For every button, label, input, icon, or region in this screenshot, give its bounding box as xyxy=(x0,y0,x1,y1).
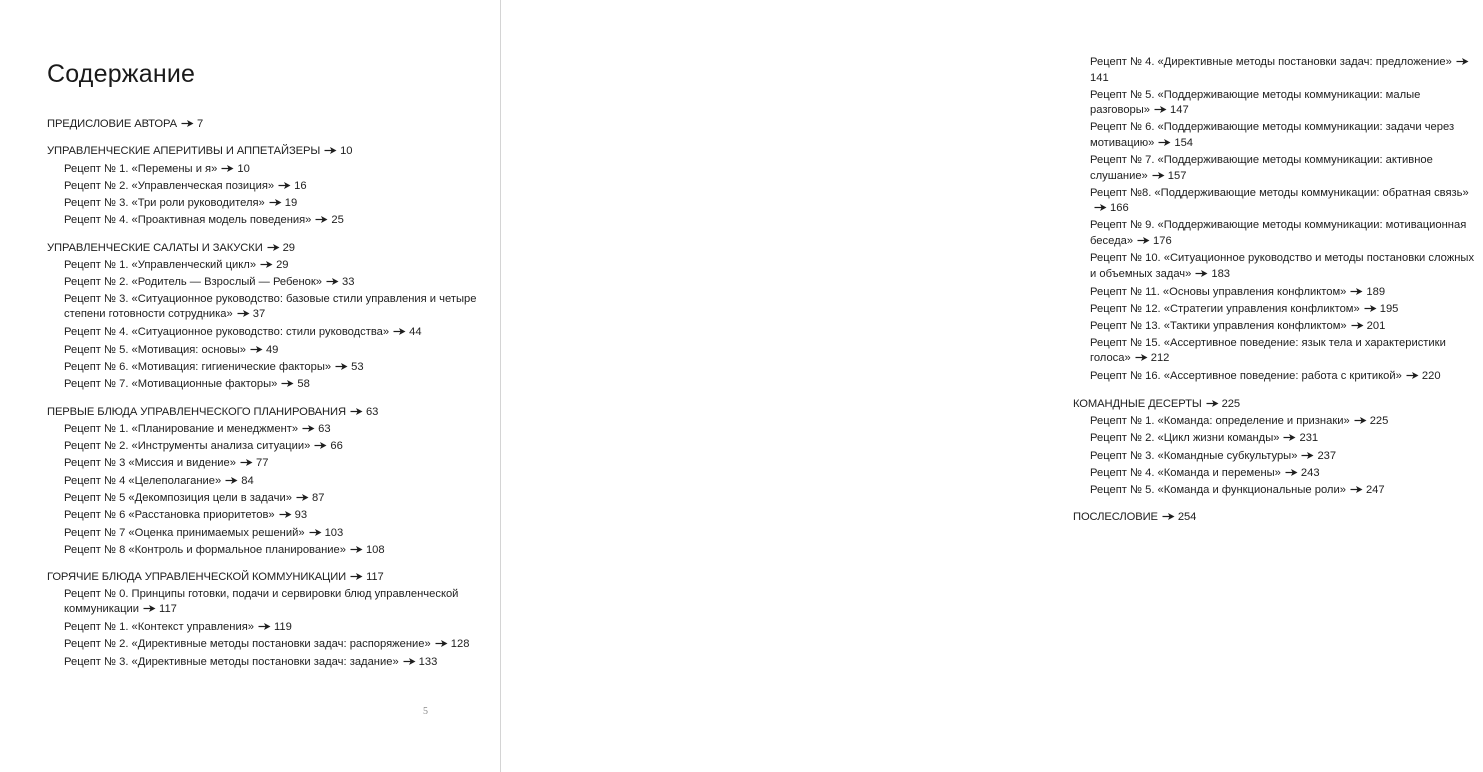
arrow-right-icon xyxy=(260,260,273,269)
toc-page-number: 243 xyxy=(1300,466,1320,479)
toc-section[interactable] xyxy=(47,143,477,160)
toc-page-number: 25 xyxy=(331,214,344,227)
toc-page-number: 87 xyxy=(311,492,325,505)
toc-entry-title: Рецепт № 16. «Ассертивное поведение: работа с критикой» xyxy=(1090,370,1402,383)
toc-page-number: 154 xyxy=(1174,136,1194,149)
arrow-right-icon xyxy=(269,198,282,207)
toc-entry[interactable] xyxy=(1073,153,1483,184)
arrow-right-icon xyxy=(435,639,448,648)
toc-entry-title: Рецепт № 3. «Три роли руководителя» xyxy=(64,197,265,210)
toc-entry[interactable] xyxy=(47,542,477,559)
arrow-right-icon xyxy=(1456,57,1469,66)
toc-page-number: 147 xyxy=(1170,104,1189,117)
toc-entry-title: Рецепт № 5. «Поддерживающие методы коммуникации: малые разговоры» xyxy=(1090,88,1421,117)
arrow-right-icon xyxy=(1301,451,1314,460)
toc-entry-title: Рецепт № 4. «Проактивная модель поведения» xyxy=(64,214,312,227)
toc-entry[interactable] xyxy=(47,195,477,212)
toc-entry-title: Рецепт № 2. «Цикл жизни команды» xyxy=(1090,432,1280,445)
toc-list-right xyxy=(1073,55,1483,527)
toc-page-number: 33 xyxy=(342,276,355,289)
toc-entry[interactable] xyxy=(47,455,477,472)
toc-entry-title: Рецепт № 0. Принципы готовки, подачи и сервировки блюд управленческой коммуникации xyxy=(64,587,459,616)
toc-entry[interactable] xyxy=(47,490,477,507)
toc-entry-title: ПЕРВЫЕ БЛЮДА УПРАВЛЕНЧЕСКОГО ПЛАНИРОВАНИЯ xyxy=(47,405,346,418)
toc-entry-title: Рецепт № 2. «Директивные методы постановки задач: распоряжение» xyxy=(64,637,431,650)
arrow-right-icon xyxy=(143,604,156,613)
toc-entry-title: Рецепт № 12. «Стратегии управления конфликтом» xyxy=(1090,303,1360,316)
toc-entry[interactable] xyxy=(1073,368,1483,385)
arrow-right-icon xyxy=(1152,171,1165,180)
toc-section[interactable] xyxy=(47,240,477,257)
toc-entry-title: Рецепт № 1. «Перемены и я» xyxy=(64,162,218,175)
arrow-right-icon xyxy=(1350,485,1363,494)
toc-entry[interactable] xyxy=(47,274,477,291)
toc-page-number: 29 xyxy=(276,259,289,272)
toc-page-number: 183 xyxy=(1211,267,1231,280)
arrow-right-icon xyxy=(281,379,294,388)
toc-entry[interactable] xyxy=(1073,318,1483,335)
toc-entry[interactable] xyxy=(47,376,477,393)
arrow-right-icon xyxy=(279,510,292,519)
arrow-right-icon xyxy=(237,309,250,318)
toc-entry[interactable] xyxy=(47,359,477,376)
arrow-right-icon xyxy=(250,345,263,354)
toc-page-number: 220 xyxy=(1421,370,1441,383)
toc-page-number: 225 xyxy=(1221,397,1241,410)
toc-entry-title: Рецепт № 4. «Директивные методы постановки задач: предложение» xyxy=(1090,56,1452,68)
toc-page-number: 49 xyxy=(265,343,279,356)
toc-entry[interactable] xyxy=(47,161,477,178)
toc-section[interactable] xyxy=(47,404,477,421)
arrow-right-icon xyxy=(1354,416,1367,425)
toc-page-number: 212 xyxy=(1150,352,1170,365)
toc-entry-title: Рецепт № 6 «Расстановка приоритетов» xyxy=(64,509,275,522)
toc-page-number: 133 xyxy=(418,655,438,668)
toc-page-number: 29 xyxy=(282,241,295,254)
toc-entry[interactable] xyxy=(1073,465,1483,482)
toc-entry-title: УПРАВЛЕНЧЕСКИЕ САЛАТЫ И ЗАКУСКИ xyxy=(47,241,263,254)
toc-entry-title: Рецепт № 5. «Мотивация: основы» xyxy=(64,343,246,356)
toc-entry[interactable] xyxy=(47,342,477,359)
toc-entry-title: Рецепт № 8 «Контроль и формальное планирование» xyxy=(64,543,346,556)
arrow-right-icon xyxy=(1162,512,1175,521)
toc-entry[interactable] xyxy=(1073,88,1483,119)
toc-entry[interactable] xyxy=(47,637,477,653)
toc-entry[interactable] xyxy=(47,421,477,438)
toc-entry-title: ПОСЛЕСЛОВИЕ xyxy=(1073,511,1158,524)
toc-entry-title: Рецепт № 4 «Целеполагание» xyxy=(64,474,222,487)
toc-entry-title: ГОРЯЧИЕ БЛЮДА УПРАВЛЕНЧЕСКОЙ КОММУНИКАЦИИ xyxy=(47,571,347,584)
toc-section[interactable] xyxy=(47,569,477,586)
toc-page-number: 10 xyxy=(237,162,250,175)
toc-entry[interactable] xyxy=(47,525,477,542)
arrow-right-icon xyxy=(335,362,348,371)
toc-entry-title: Рецепт № 2. «Родитель — Взрослый — Ребенок» xyxy=(64,276,323,289)
toc-page-number: 16 xyxy=(294,179,307,192)
toc-entry[interactable] xyxy=(47,212,477,229)
arrow-right-icon xyxy=(1351,321,1364,330)
toc-entry-title: Рецепт № 4. «Ситуационное руководство: стили руководства» xyxy=(64,326,390,339)
toc-entry-title: Рецепт № 3. «Ситуационное руководство: базовые стили управления и четыре степени готовности сотрудника» xyxy=(64,292,477,321)
toc-page-number: 19 xyxy=(284,197,298,210)
toc-entry-title: Рецепт № 7. «Поддерживающие методы коммуникации: активное слушание» xyxy=(1090,154,1433,182)
toc-entry-title: Рецепт №8. «Поддерживающие методы коммуникации: обратная связь» xyxy=(1090,186,1469,199)
toc-entry-title: Рецепт № 10. «Ситуационное руководство и методы постановки сложных и объемных задач» xyxy=(1090,252,1475,280)
toc-entry[interactable] xyxy=(47,473,477,490)
toc-entry-title: Рецепт № 2. «Управленческая позиция» xyxy=(64,179,275,192)
toc-entry-title: Рецепт № 2. «Инструменты анализа ситуации» xyxy=(64,440,311,453)
toc-section[interactable] xyxy=(1073,396,1483,413)
toc-entry-title: Рецепт № 5. «Команда и функциональные роли» xyxy=(1090,484,1346,497)
toc-entry-title: Рецепт № 1. «Контекст управления» xyxy=(64,621,254,634)
toc-page-number: 225 xyxy=(1369,414,1389,427)
toc-entry[interactable] xyxy=(1073,430,1483,447)
arrow-right-icon xyxy=(350,545,363,554)
toc-entry-title: Рецепт № 3. «Директивные методы постановки задач: задание» xyxy=(64,655,399,668)
toc-page-number: 108 xyxy=(365,543,385,556)
toc-page-number: 44 xyxy=(409,326,422,339)
toc-entry[interactable] xyxy=(47,587,477,618)
toc-page-number: 63 xyxy=(365,405,379,418)
arrow-right-icon xyxy=(1154,105,1167,114)
arrow-right-icon xyxy=(221,164,234,173)
left-page xyxy=(0,0,500,772)
toc-entry-title: Рецепт № 3 «Миссия и видение» xyxy=(64,457,236,470)
toc-page-number: 157 xyxy=(1167,169,1187,182)
toc-entry[interactable] xyxy=(1073,55,1483,86)
toc-entry[interactable] xyxy=(1073,336,1483,367)
toc-entry-title: Рецепт № 3. «Командные субкультуры» xyxy=(1090,449,1298,462)
toc-entry-title: Рецепт № 9. «Поддерживающие методы коммуникации: мотивационная беседа» xyxy=(1090,219,1467,248)
arrow-right-icon xyxy=(1350,287,1363,296)
toc-entry[interactable] xyxy=(1073,120,1483,151)
toc-entry-title: УПРАВЛЕНЧЕСКИЕ АПЕРИТИВЫ И АППЕТАЙЗЕРЫ xyxy=(47,145,321,158)
toc-entry[interactable] xyxy=(47,438,477,455)
arrow-right-icon xyxy=(267,243,280,252)
arrow-right-icon xyxy=(258,622,271,631)
toc-page-number: 84 xyxy=(241,474,254,487)
arrow-right-icon xyxy=(1195,269,1208,278)
arrow-right-icon xyxy=(302,424,315,433)
toc-page-number: 247 xyxy=(1365,484,1385,497)
toc-entry-title: Рецепт № 7 «Оценка принимаемых решений» xyxy=(64,526,305,539)
arrow-right-icon xyxy=(326,277,339,286)
toc-entry-title: Рецепт № 5 «Декомпозиция цели в задачи» xyxy=(64,492,292,505)
right-page xyxy=(501,0,1475,772)
arrow-right-icon xyxy=(350,407,363,416)
toc-entry[interactable] xyxy=(1073,251,1483,282)
toc-page-number: 53 xyxy=(351,360,364,373)
arrow-right-icon xyxy=(1094,203,1107,212)
toc-entry-title: Рецепт № 15. «Ассертивное поведение: язык тела и характеристики голоса» xyxy=(1090,336,1446,365)
page-number: 5 xyxy=(423,706,428,717)
toc-entry-title: ПРЕДИСЛОВИЕ АВТОРА xyxy=(47,118,177,130)
toc-entry[interactable] xyxy=(47,178,477,195)
toc-entry[interactable] xyxy=(1073,186,1483,217)
toc-page-number: 10 xyxy=(340,145,353,158)
toc-entry[interactable] xyxy=(47,292,477,323)
toc-entry[interactable] xyxy=(47,507,477,524)
arrow-right-icon xyxy=(1137,236,1150,245)
toc-page-number: 254 xyxy=(1177,511,1197,524)
toc-entry[interactable] xyxy=(1073,482,1483,499)
arrow-right-icon xyxy=(1135,353,1148,362)
toc-entry-title: Рецепт № 1. «Планирование и менеджмент» xyxy=(64,422,299,435)
arrow-right-icon xyxy=(1158,138,1171,147)
toc-page-number: 93 xyxy=(294,509,308,522)
toc-page-number: 7 xyxy=(197,118,204,130)
arrow-right-icon xyxy=(309,528,322,537)
toc-page-number: 195 xyxy=(1379,303,1399,316)
toc-entry-title: Рецепт № 1. «Управленческий цикл» xyxy=(64,259,257,272)
toc-page-number: 231 xyxy=(1299,432,1319,445)
toc-entry[interactable] xyxy=(1073,448,1483,465)
arrow-right-icon xyxy=(314,441,327,450)
toc-page-number: 237 xyxy=(1317,449,1337,462)
toc-list-left xyxy=(47,116,477,671)
toc-entry-title: Рецепт № 11. «Основы управления конфликтом» xyxy=(1090,285,1347,298)
toc-page-number: 66 xyxy=(330,440,343,453)
toc-page-number: 119 xyxy=(273,621,292,634)
toc-page-number: 141 xyxy=(1090,71,1109,84)
toc-page-number: 58 xyxy=(297,378,310,391)
toc-page-number: 77 xyxy=(256,457,269,470)
arrow-right-icon xyxy=(350,572,363,581)
toc-page-number: 166 xyxy=(1110,202,1129,215)
toc-entry[interactable] xyxy=(47,619,477,636)
toc-entry-title: Рецепт № 4. «Команда и перемены» xyxy=(1090,466,1281,479)
toc-entry[interactable] xyxy=(47,654,477,671)
arrow-right-icon xyxy=(1283,433,1296,442)
toc-entry[interactable] xyxy=(47,257,477,274)
toc-page-number: 176 xyxy=(1153,235,1172,248)
toc-entry[interactable] xyxy=(1073,218,1483,249)
toc-page-number: 117 xyxy=(159,603,177,616)
toc-entry-title: Рецепт № 6. «Поддерживающие методы коммуникации: задачи через мотивацию» xyxy=(1090,121,1455,149)
arrow-right-icon xyxy=(278,181,291,190)
arrow-right-icon xyxy=(296,493,309,502)
toc-page-number: 128 xyxy=(450,637,470,650)
toc-section[interactable] xyxy=(1073,509,1483,526)
arrow-right-icon xyxy=(324,146,337,155)
arrow-right-icon xyxy=(1364,304,1377,313)
toc-entry[interactable] xyxy=(1073,284,1483,301)
toc-entry-title: Рецепт № 1. «Команда: определение и признаки» xyxy=(1090,414,1350,427)
toc-entry-title: Рецепт № 7. «Мотивационные факторы» xyxy=(64,378,278,391)
toc-entry-title: Рецепт № 13. «Тактики управления конфликтом» xyxy=(1090,320,1347,333)
toc-entry-title: КОМАНДНЫЕ ДЕСЕРТЫ xyxy=(1073,397,1202,410)
arrow-right-icon xyxy=(181,119,194,128)
toc-page-number: 37 xyxy=(252,308,266,321)
toc-page-number: 189 xyxy=(1366,285,1386,298)
arrow-right-icon xyxy=(1406,371,1419,380)
arrow-right-icon xyxy=(393,327,406,336)
toc-entry-title: Рецепт № 6. «Мотивация: гигиенические факторы» xyxy=(64,360,332,373)
arrow-right-icon xyxy=(403,657,416,666)
toc-entry[interactable] xyxy=(1073,413,1483,430)
toc-section[interactable] xyxy=(47,116,477,133)
toc-page-number: 63 xyxy=(318,422,331,435)
toc-entry[interactable] xyxy=(1073,301,1483,318)
page-title: Содержание xyxy=(47,60,196,88)
arrow-right-icon xyxy=(240,458,253,467)
toc-page-number: 103 xyxy=(324,526,344,539)
toc-page-number: 201 xyxy=(1366,320,1386,333)
toc-entry[interactable] xyxy=(47,324,477,341)
arrow-right-icon xyxy=(1206,399,1219,408)
arrow-right-icon xyxy=(315,215,328,224)
arrow-right-icon xyxy=(225,476,238,485)
toc-page-number: 117 xyxy=(366,571,384,584)
arrow-right-icon xyxy=(1285,468,1298,477)
